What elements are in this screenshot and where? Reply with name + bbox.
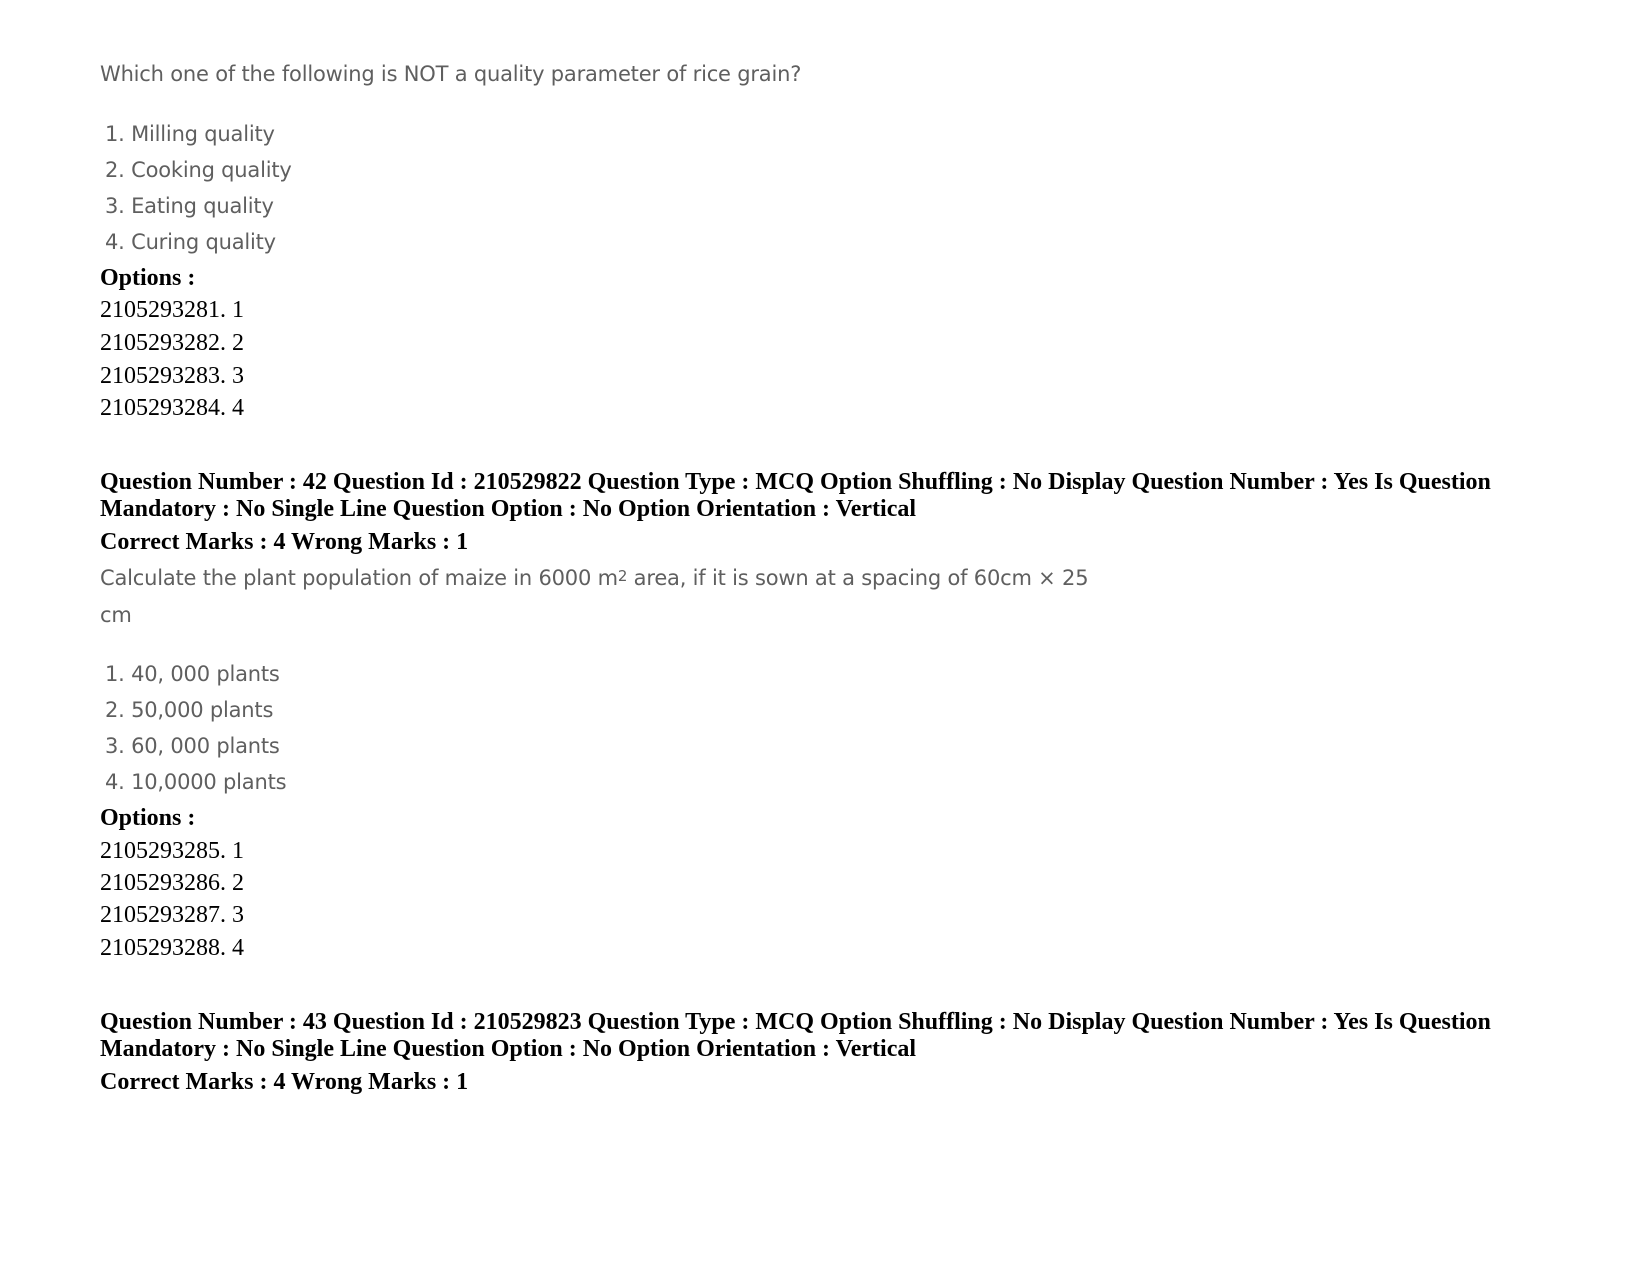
question-41-choice-2: 2. Cooking quality bbox=[105, 158, 292, 182]
question-41-option-id-3: 2105293283. 3 bbox=[100, 363, 244, 389]
question-42-choice-2: 2. 50,000 plants bbox=[105, 698, 274, 722]
question-42-choice-3: 3. 60, 000 plants bbox=[105, 734, 280, 758]
question-41-choice-3: 3. Eating quality bbox=[105, 194, 274, 218]
question-42-stem bbox=[100, 566, 1088, 590]
question-42-marks: Correct Marks : 4 Wrong Marks : 1 bbox=[100, 529, 469, 555]
question-42-option-id-1: 2105293285. 1 bbox=[100, 838, 244, 864]
question-41-option-id-1: 2105293281. 1 bbox=[100, 297, 244, 323]
question-42-option-id-4: 2105293288. 4 bbox=[100, 935, 244, 961]
question-42-meta-line-1: Question Number : 42 Question Id : 210529822 Question Type : MCQ Option Shuffling : No Display Question Number : Yes Is Question bbox=[100, 469, 1491, 495]
question-41-stem: Which one of the following is NOT a quality parameter of rice grain? bbox=[100, 62, 802, 86]
question-42-choice-1: 1. 40, 000 plants bbox=[105, 662, 280, 686]
question-43-meta-line-2: Mandatory : No Single Line Question Option : No Option Orientation : Vertical bbox=[100, 1036, 917, 1062]
question-42-options-label: Options : bbox=[100, 805, 196, 831]
question-42-meta-line-2: Mandatory : No Single Line Question Option : No Option Orientation : Vertical bbox=[100, 496, 917, 522]
question-42-option-id-2: 2105293286. 2 bbox=[100, 870, 244, 896]
question-42-stem-superscript: 2 bbox=[617, 567, 628, 585]
question-42-choice-4: 4. 10,0000 plants bbox=[105, 770, 287, 794]
question-43-meta-line-1: Question Number : 43 Question Id : 210529823 Question Type : MCQ Option Shuffling : No Display Question Number : Yes Is Question bbox=[100, 1009, 1491, 1035]
question-41-option-id-2: 2105293282. 2 bbox=[100, 330, 244, 356]
question-41-choice-1: 1. Milling quality bbox=[105, 122, 275, 146]
question-42-stem-line-2: cm bbox=[100, 603, 132, 627]
question-42-stem-part-1: Calculate the plant population of maize in 6000 m bbox=[100, 566, 618, 590]
question-41-choice-4: 4. Curing quality bbox=[105, 230, 276, 254]
question-41-options-label: Options : bbox=[100, 265, 196, 291]
question-42-option-id-3: 2105293287. 3 bbox=[100, 902, 244, 928]
question-43-marks: Correct Marks : 4 Wrong Marks : 1 bbox=[100, 1069, 469, 1095]
question-41-option-id-4: 2105293284. 4 bbox=[100, 395, 244, 421]
question-42-stem-part-2: area, if it is sown at a spacing of 60cm × 25 bbox=[627, 566, 1089, 590]
